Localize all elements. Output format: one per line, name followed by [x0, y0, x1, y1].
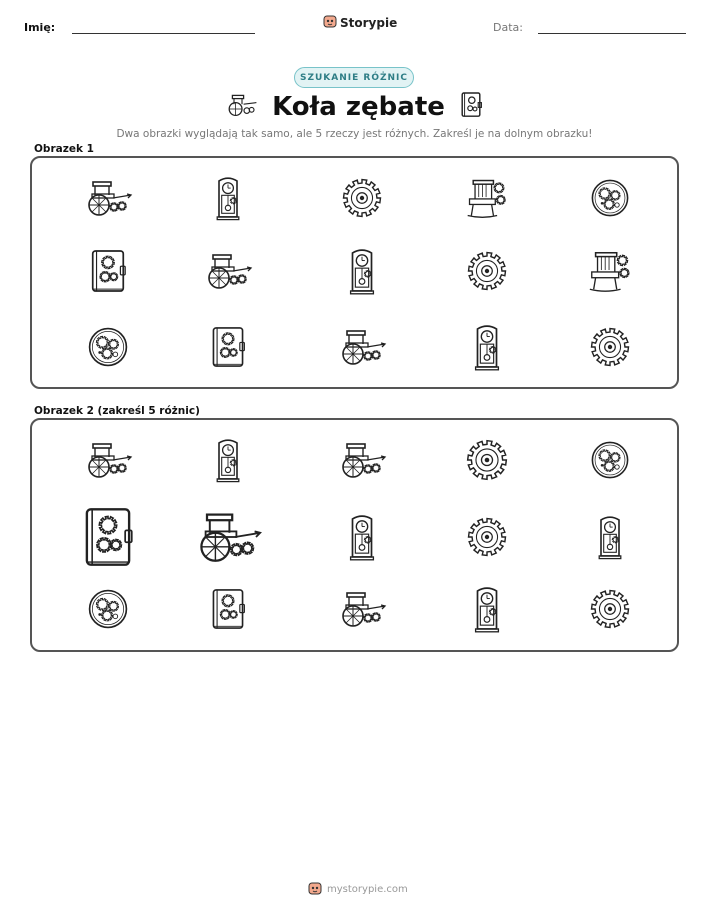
footer [308, 880, 408, 899]
cart-gears-icon [203, 251, 253, 291]
cart-gears-icon[interactable] [337, 440, 387, 480]
grandfather-clock-icon [210, 174, 246, 222]
picture-2-label: Obrazek 2 (zakreśl 5 różnic) [34, 405, 200, 417]
cart-gears-icon [226, 92, 258, 122]
footer-url: mystorypie.com [327, 884, 408, 895]
pocket-watch-gears-icon [85, 324, 131, 370]
name-field[interactable] [72, 33, 255, 34]
grandfather-clock-icon[interactable] [343, 512, 381, 562]
gear-icon [340, 176, 384, 220]
loom-chair-icon [464, 175, 510, 221]
grandfather-clock-icon [468, 322, 506, 372]
storypie-mascot-icon [308, 880, 322, 899]
page-title: Koła zębate [272, 92, 445, 122]
grandfather-clock-icon[interactable] [592, 513, 628, 561]
date-field[interactable] [538, 33, 686, 34]
date-label: Data: [493, 21, 523, 34]
instructions: Dwa obrazki wyglądają tak samo, ale 5 rzeczy jest różnych. Zakreśl je na dolnym obrazku! [116, 128, 593, 140]
brand-name: Storypie [340, 15, 398, 30]
title-row [0, 91, 709, 123]
gear-book-icon [87, 247, 129, 295]
gear-icon [588, 325, 632, 369]
pocket-watch-gears-icon [588, 176, 632, 220]
brand-logo [323, 13, 397, 32]
gear-icon[interactable] [465, 515, 509, 559]
cart-gears-icon [337, 327, 387, 367]
name-label: Imię: [24, 21, 56, 34]
cart-gears-icon[interactable] [192, 509, 264, 565]
gear-book-icon[interactable] [208, 586, 248, 632]
cart-gears-icon [83, 178, 133, 218]
worksheet-type-badge: SZUKANIE RÓŻNIC [294, 67, 414, 88]
gear-book-icon[interactable] [78, 504, 138, 570]
grandfather-clock-icon[interactable] [468, 584, 506, 634]
grandfather-clock-icon [343, 246, 381, 296]
cart-gears-icon[interactable] [337, 589, 387, 629]
gear-book-icon [459, 91, 483, 123]
pocket-watch-gears-icon[interactable] [85, 586, 131, 632]
gear-icon [465, 249, 509, 293]
picture-1-label: Obrazek 1 [34, 143, 94, 155]
storypie-mascot-icon [323, 13, 337, 32]
gear-icon[interactable] [464, 437, 510, 483]
gear-icon[interactable] [588, 587, 632, 631]
cart-gears-icon[interactable] [83, 440, 133, 480]
grandfather-clock-icon[interactable] [210, 436, 246, 484]
pocket-watch-gears-icon[interactable] [588, 438, 632, 482]
loom-chair-icon [586, 247, 634, 295]
gear-book-icon [208, 324, 248, 370]
